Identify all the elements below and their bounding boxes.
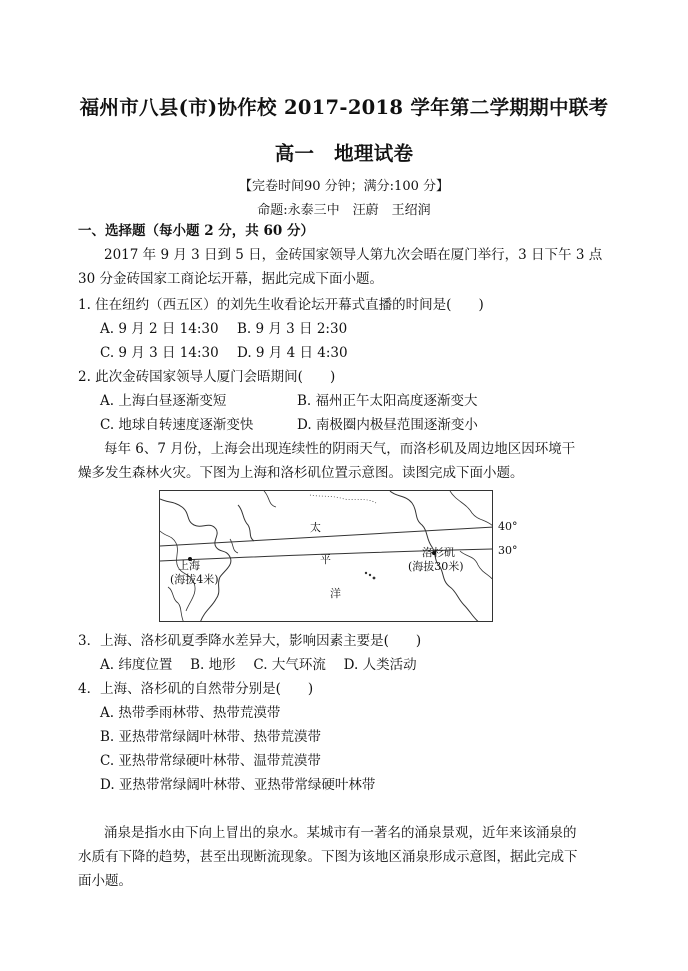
japan-islands: [238, 505, 254, 541]
shanghai-label: 上海: [178, 559, 200, 572]
shanghai-altitude: (海拔4米): [170, 573, 219, 586]
exam-subtitle: 高一 地理试卷: [274, 142, 414, 165]
question-2-option-d: D. 南极圈内极昼范围逐渐变小: [297, 417, 478, 433]
question-3-options: A. 纬度位置 B. 地形 C. 大气环流 D. 人类活动: [100, 657, 417, 673]
question-1-option-d: D. 9 月 4 日 4:30: [237, 345, 348, 361]
question-2-stem: 2. 此次金砖国家领导人厦门会晤期间( ): [78, 369, 336, 385]
question-1-option-a: A. 9 月 2 日 14:30: [100, 321, 219, 337]
passage2-line1: 每年 6、7 月份，上海会出现连续性的阴雨天气，而洛杉矶及周边地区因环境干: [104, 441, 576, 457]
latitude-40-line: [160, 527, 493, 546]
passage2-line2: 燥多发生森林火灾。下图为上海和洛杉矶位置示意图。读图完成下面小题。: [78, 465, 524, 481]
passage3-line2: 水质有下降的趋势，甚至出现断流现象。下图为该地区涌泉形成示意图，据此完成下: [78, 849, 578, 865]
question-4-option-b: B. 亚热带常绿阔叶林带、热带荒漠带: [100, 729, 322, 745]
passage3-line1: 涌泉是指水由下向上冒出的泉水。某城市有一著名的涌泉景观，近年来该涌泉的: [104, 825, 577, 841]
passage1-line2: 30 分金砖国家工商论坛开幕，据此完成下面小题。: [78, 271, 383, 287]
question-4-option-c: C. 亚热带常绿硬叶林带、温带荒漠带: [100, 753, 321, 769]
los-angeles-label: 洛杉矶: [422, 546, 455, 559]
passage3-line3: 面小题。: [78, 873, 132, 889]
ocean-label-1: 太: [310, 521, 321, 534]
question-2-option-a: A. 上海白昼逐渐变短: [100, 393, 227, 409]
ocean-label-2: 平: [320, 553, 331, 566]
question-3-stem: 3．上海、洛杉矶夏季降水差异大，影响因素主要是( ): [78, 633, 422, 649]
latitude-30-label: 30°: [498, 544, 518, 557]
section-heading: 一、选择题（每小题 2 分，共 60 分）: [78, 223, 314, 239]
question-4-option-d: D. 亚热带常绿阔叶林带、亚热带常绿硬叶林带: [100, 777, 376, 793]
question-1-stem: 1. 住在纽约（西五区）的刘先生收看论坛开幕式直播的时间是( ): [78, 297, 484, 313]
question-1-option-b: B. 9 月 3 日 2:30: [237, 321, 348, 337]
question-1-option-c: C. 9 月 3 日 14:30: [100, 345, 219, 361]
latitude-40-label: 40°: [498, 520, 518, 533]
exam-title: 福州市八县(市)协作校 2017-2018 学年第二学期期中联考: [79, 96, 609, 119]
question-2-option-b: B. 福州正午太阳高度逐渐变大: [297, 393, 478, 409]
question-4-option-a: A. 热带季雨林带、热带荒漠带: [100, 705, 281, 721]
passage1-line1: 2017 年 9 月 3 日到 5 日，金砖国家领导人第九次会晤在厦门举行，3 日下午 3 点: [104, 247, 603, 263]
exam-authors: 命题:永泰三中 汪蔚 王绍润: [257, 203, 431, 218]
question-4-stem: 4．上海、洛杉矶的自然带分别是( ): [78, 681, 314, 697]
question-2-option-c: C. 地球自转速度逐渐变快: [100, 417, 254, 433]
ocean-label-3: 洋: [330, 587, 341, 600]
exam-time-info: 【完卷时间90 分钟；满分:100 分】: [239, 179, 449, 194]
pacific-location-map: [159, 490, 493, 622]
los-angeles-altitude: (海拔30米): [408, 560, 464, 573]
